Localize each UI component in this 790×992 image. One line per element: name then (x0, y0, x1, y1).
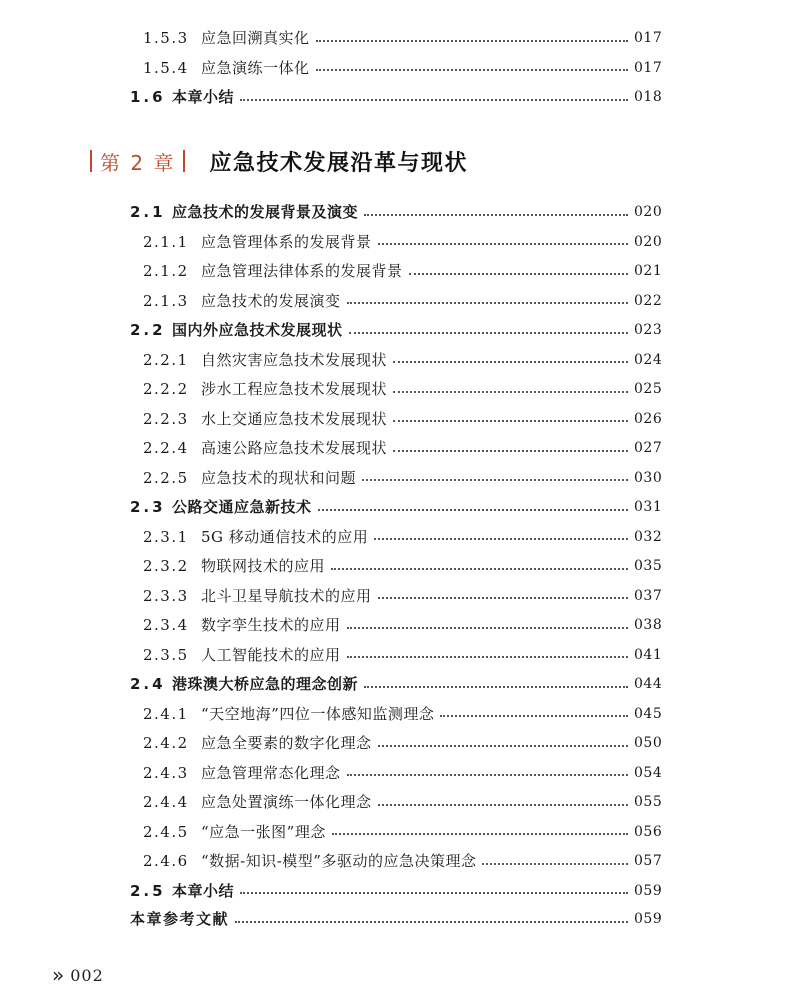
toc-entry-title: 人工智能技术的应用 (201, 645, 341, 664)
toc-entry[interactable] (143, 349, 663, 371)
toc-entry-title: “应急一张图”理念 (201, 822, 326, 841)
toc-entry[interactable] (143, 260, 663, 282)
toc-entry[interactable] (143, 821, 663, 843)
toc-entry-title: 应急管理常态化理念 (201, 763, 341, 782)
dot-leader (409, 272, 628, 275)
toc-entry[interactable] (143, 231, 663, 253)
toc-entry-page: 020 (634, 233, 663, 250)
dot-leader (482, 862, 628, 865)
toc-entry-page: 032 (634, 528, 663, 545)
toc-entry-page: 045 (634, 705, 663, 722)
dot-leader (318, 508, 628, 511)
toc-entry-page: 055 (634, 794, 663, 810)
dot-leader (378, 596, 628, 599)
toc-entry-title: 本章小结 (172, 881, 235, 900)
footer-page-number: 002 (70, 965, 104, 985)
dot-leader (347, 626, 628, 629)
toc-entry-title: 本章小结 (172, 88, 235, 106)
toc-entry-page: 031 (634, 499, 663, 515)
toc-entry-title: 数字孪生技术的应用 (201, 616, 341, 634)
toc-entry-page: 035 (634, 558, 663, 574)
toc-entry-title: 高速公路应急技术发展现状 (201, 439, 388, 457)
toc-entry-title: 涉水工程应急技术发展现状 (201, 380, 388, 398)
dot-leader (240, 98, 628, 101)
toc-entry-title: 公路交通应急新技术 (172, 498, 312, 516)
dot-leader (393, 419, 628, 422)
toc-entry-number: 2.3 (130, 498, 166, 516)
toc-entry[interactable] (143, 703, 663, 725)
toc-entry-number: 2.3.5 (143, 645, 189, 664)
toc-entry-number: 2.4.3 (143, 763, 189, 782)
toc-entry-title: 应急全要素的数字化理念 (201, 734, 372, 752)
toc-entry-page: 018 (634, 89, 663, 105)
toc-entry[interactable] (143, 850, 663, 872)
toc-entry-number: 2.4.1 (143, 704, 189, 723)
dot-leader (440, 714, 628, 717)
toc-entry-page: 025 (634, 381, 663, 397)
toc-entry[interactable] (143, 791, 663, 813)
toc-entry-page: 021 (634, 263, 663, 279)
toc-entry-title: 自然灾害应急技术发展现状 (201, 350, 388, 369)
toc-entry-number: 2.2.4 (143, 439, 189, 457)
toc-entry[interactable] (130, 201, 663, 223)
toc-entry-title: 本章参考文献 (130, 910, 230, 928)
toc-entry-title: 应急管理法律体系的发展背景 (201, 262, 403, 280)
toc-entry-title: 国内外应急技术发展现状 (172, 321, 343, 339)
toc-entry-page: 056 (634, 823, 663, 840)
toc-entry-number: 2.2.2 (143, 380, 189, 398)
toc-entry-references[interactable] (130, 908, 663, 930)
toc-entry[interactable] (143, 614, 663, 636)
toc-entry[interactable] (130, 86, 663, 108)
toc-entry[interactable] (130, 673, 663, 695)
toc-entry-page: 059 (634, 911, 663, 927)
toc-entry-page: 037 (634, 587, 663, 604)
toc-entry-title: 应急回溯真实化 (201, 29, 310, 47)
toc-entry[interactable] (143, 526, 663, 548)
toc-entry-title: 水上交通应急技术发展现状 (201, 409, 388, 428)
toc-entry-number: 2.1.2 (143, 262, 189, 280)
toc-entry-title: 物联网技术的应用 (201, 557, 326, 575)
toc-entry-number: 2.5 (130, 881, 166, 900)
dot-leader (374, 537, 628, 540)
toc-entry-page: 023 (634, 322, 663, 338)
dot-leader (364, 213, 628, 216)
toc-entry-number: 2.2.1 (143, 350, 189, 369)
toc-entry-title: 5G 移动通信技术的应用 (201, 527, 369, 546)
toc-entry-page: 026 (634, 410, 663, 427)
toc-entry-page: 038 (634, 617, 663, 633)
toc-entry-number: 2.3.2 (143, 557, 189, 575)
toc-entry[interactable] (130, 880, 663, 902)
toc-entry-number: 2.4.5 (143, 822, 189, 841)
dot-leader (332, 832, 628, 835)
toc-entry-number: 2.2.3 (143, 409, 189, 428)
toc-entry[interactable] (143, 437, 663, 459)
dot-leader (362, 478, 628, 481)
dot-leader (235, 920, 628, 923)
toc-entry-number: 2.4.6 (143, 852, 189, 870)
toc-entry[interactable] (143, 408, 663, 430)
dot-leader (331, 567, 628, 570)
dot-leader (378, 744, 628, 747)
toc-entry-page: 022 (634, 292, 663, 309)
chapter-heading (90, 144, 468, 178)
dot-leader (347, 773, 628, 776)
toc-entry-page: 057 (634, 853, 663, 869)
toc-entry-number: 1.5.3 (143, 29, 189, 47)
toc-entry-number: 2.4.2 (143, 734, 189, 752)
toc-entry-number: 2.3.3 (143, 586, 189, 605)
toc-entry[interactable] (143, 467, 663, 489)
double-chevron-icon: » (52, 963, 65, 987)
dot-leader (393, 360, 628, 363)
chapter-title: 应急技术发展沿革与现状 (209, 150, 468, 176)
dot-leader (347, 655, 628, 658)
toc-entry-page: 017 (634, 59, 663, 76)
toc-entry-number: 1.5.4 (143, 58, 189, 77)
toc-entry-title: “数据-知识-模型”多驱动的应急决策理念 (201, 852, 477, 870)
toc-entry[interactable] (143, 585, 663, 607)
toc-entry-title: 应急管理体系的发展背景 (201, 232, 372, 251)
toc-entry-title: 应急处置演练一体化理念 (201, 793, 372, 811)
dot-leader (347, 301, 628, 304)
dot-leader (393, 390, 628, 393)
toc-entry-number: 2.1.3 (143, 291, 189, 310)
toc-entry-title: 应急演练一体化 (201, 58, 310, 77)
toc-entry-number: 2.1.1 (143, 232, 189, 251)
toc-entry[interactable] (143, 378, 663, 400)
dot-leader (378, 803, 628, 806)
toc-entry-title: 应急技术的现状和问题 (201, 468, 357, 487)
dot-leader (240, 891, 628, 894)
toc-entry-number: 1.6 (130, 88, 166, 106)
toc-entry[interactable] (143, 555, 663, 577)
toc-entry[interactable] (143, 290, 663, 312)
toc-entry[interactable] (143, 644, 663, 666)
toc-entry[interactable] (143, 27, 663, 49)
dot-leader (378, 242, 628, 245)
toc-entry-page: 050 (634, 735, 663, 751)
toc-entry-page: 044 (634, 676, 663, 692)
page-footer (52, 962, 104, 988)
toc-entry-page: 054 (634, 764, 663, 781)
toc-entry-number: 2.2 (130, 321, 166, 339)
toc-entry[interactable] (143, 732, 663, 754)
toc-entry-title: 北斗卫星导航技术的应用 (201, 586, 372, 605)
toc-entry[interactable] (130, 319, 663, 341)
toc-entry[interactable] (143, 762, 663, 784)
toc-entry-number: 2.4.4 (143, 793, 189, 811)
toc-entry-number: 2.4 (130, 675, 166, 693)
toc-entry-page: 030 (634, 469, 663, 486)
dot-leader (364, 685, 628, 688)
chapter-bar-right (183, 150, 185, 172)
toc-entry-page: 041 (634, 646, 663, 663)
dot-leader (393, 449, 628, 452)
toc-entry[interactable] (130, 496, 663, 518)
toc-entry-page: 017 (634, 30, 663, 46)
toc-entry-title: 港珠澳大桥应急的理念创新 (172, 675, 359, 693)
dot-leader (316, 39, 628, 42)
toc-entry-number: 2.3.1 (143, 527, 189, 546)
toc-entry-page: 024 (634, 351, 663, 368)
toc-entry-number: 2.2.5 (143, 468, 189, 487)
toc-entry-page: 020 (634, 204, 663, 220)
toc-entry-number: 2.3.4 (143, 616, 189, 634)
toc-entry-page: 059 (634, 882, 663, 899)
dot-leader (349, 331, 628, 334)
toc-entry-title: 应急技术的发展背景及演变 (172, 203, 359, 221)
toc-entry-title: “天空地海”四位一体感知监测理念 (201, 704, 435, 723)
toc-entry-number: 2.1 (130, 203, 166, 221)
toc-entry-title: 应急技术的发展演变 (201, 291, 341, 310)
chapter-bar-left (90, 150, 92, 172)
dot-leader (316, 68, 628, 71)
toc-entry[interactable] (143, 57, 663, 79)
chapter-number: 第 2 章 (100, 150, 176, 175)
toc-entry-page: 027 (634, 440, 663, 456)
